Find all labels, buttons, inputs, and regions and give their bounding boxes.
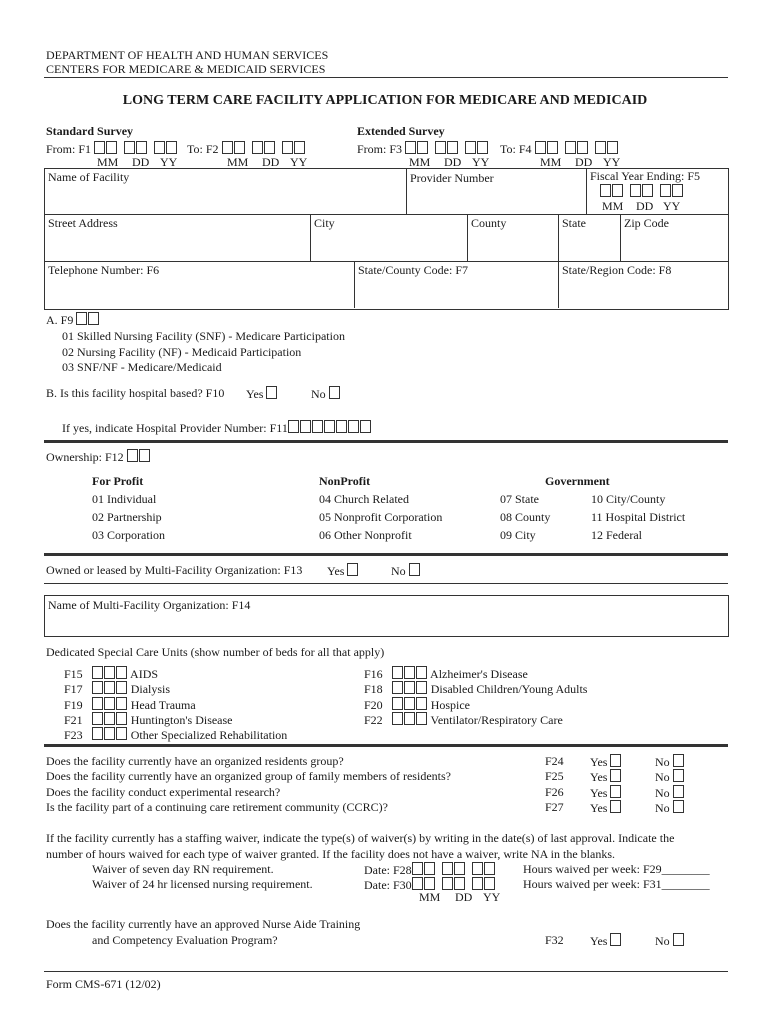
date-segment — [472, 862, 496, 878]
waiver-intro-line1: If the facility currently has a staffing waiver, indicate the type(s) of waiver(s) by writing in the date(s) of last approval. Indicate the — [46, 831, 675, 845]
entry-box[interactable] — [106, 141, 117, 154]
entry-box[interactable] — [104, 727, 115, 740]
unit-label: AIDS — [130, 667, 159, 681]
extended-survey-label: Extended Survey — [357, 124, 445, 138]
entry-box[interactable] — [324, 420, 335, 433]
grid-vline-fiscal — [586, 168, 587, 214]
f2-dd-caption: DD — [262, 155, 280, 169]
government-heading: Government — [545, 474, 610, 488]
entry-box[interactable] — [336, 420, 347, 433]
grid-line-1 — [44, 214, 728, 215]
no-label: No — [655, 934, 670, 948]
entry-box[interactable] — [116, 697, 127, 710]
entry-box[interactable] — [392, 666, 403, 679]
unit-label: Other Specialized Rehabilitation — [130, 728, 288, 742]
f5-yy-caption: YY — [663, 199, 681, 213]
from-f1-label: From: F1 — [46, 142, 92, 156]
entry-box[interactable] — [104, 712, 115, 725]
hospital-based-question: B. Is this facility hospital based? F10 — [46, 386, 225, 400]
for-profit-heading: For Profit — [92, 474, 144, 488]
ownership-option: 04 Church Related — [319, 492, 409, 506]
entry-box[interactable] — [565, 141, 576, 154]
question-code: F26 — [545, 785, 564, 799]
entry-box[interactable] — [660, 184, 671, 197]
f24-no-checkbox[interactable] — [655, 754, 685, 770]
special-care-row-f20[interactable] — [364, 697, 470, 713]
entry-box[interactable] — [610, 933, 621, 946]
state-county-code-field[interactable]: State/County Code: F7 — [358, 263, 469, 277]
entry-box[interactable] — [454, 877, 465, 890]
f27-no-checkbox[interactable] — [655, 800, 685, 816]
standard-survey-label: Standard Survey — [46, 124, 134, 138]
question-text: Does the facility conduct experimental research? — [46, 785, 281, 799]
ownership-option: 10 City/County — [591, 492, 666, 506]
entry-box[interactable] — [282, 141, 293, 154]
name-of-facility-field[interactable]: Name of Facility — [48, 170, 130, 184]
f10-yes-checkbox[interactable] — [246, 386, 278, 402]
entry-box[interactable] — [116, 727, 127, 740]
entry-box[interactable] — [673, 769, 684, 782]
entry-box[interactable] — [595, 141, 606, 154]
special-care-row-f15[interactable] — [64, 666, 158, 682]
entry-box[interactable] — [630, 184, 641, 197]
entry-box[interactable] — [610, 769, 621, 782]
ownership-option: 09 City — [500, 528, 536, 542]
street-address-field[interactable]: Street Address — [48, 216, 118, 230]
entry-box[interactable] — [673, 754, 684, 767]
unit-code: F20 — [364, 698, 383, 712]
city-field[interactable]: City — [314, 216, 335, 230]
entry-box[interactable] — [116, 666, 127, 679]
f9-field[interactable] — [46, 312, 100, 328]
no-label: No — [311, 387, 326, 401]
ownership-label: Ownership: F12 — [46, 450, 124, 464]
grid-vline-statecounty — [354, 261, 355, 308]
grid-vline-county — [467, 214, 468, 261]
f3-dd-caption: DD — [444, 155, 462, 169]
multi-divider — [44, 583, 728, 584]
entry-box[interactable] — [264, 141, 275, 154]
entry-box[interactable] — [92, 681, 103, 694]
entry-box[interactable] — [472, 877, 483, 890]
entry-box[interactable] — [136, 141, 147, 154]
entry-box[interactable] — [424, 862, 435, 875]
entry-box[interactable] — [88, 312, 99, 325]
question-text: Is the facility part of a continuing care retirement community (CCRC)? — [46, 800, 388, 814]
entry-box[interactable] — [404, 666, 415, 679]
unit-code: F17 — [64, 682, 83, 696]
entry-box[interactable] — [104, 681, 115, 694]
entry-box[interactable] — [92, 666, 103, 679]
f30-label: Date: F30 — [364, 878, 412, 892]
date-segment — [600, 184, 624, 200]
entry-box[interactable] — [642, 184, 653, 197]
entry-box[interactable] — [412, 877, 423, 890]
grid-vline-city — [310, 214, 311, 261]
entry-box[interactable] — [104, 697, 115, 710]
multi-facility-question: Owned or leased by Multi-Facility Organization: F13 — [46, 563, 303, 577]
grid-line-2 — [44, 261, 728, 262]
entry-box[interactable] — [76, 312, 87, 325]
entry-box[interactable] — [404, 697, 415, 710]
f9-option-03: 03 SNF/NF - Medicare/Medicaid — [62, 360, 222, 374]
entry-box[interactable] — [405, 141, 416, 154]
f25-yes-checkbox[interactable] — [590, 769, 622, 785]
nonprofit-heading: NonProfit — [319, 474, 371, 488]
entry-box[interactable] — [116, 681, 127, 694]
entry-box[interactable] — [116, 712, 127, 725]
entry-box[interactable] — [92, 727, 103, 740]
entry-box[interactable] — [329, 386, 340, 399]
entry-box[interactable] — [610, 785, 621, 798]
entry-box[interactable] — [484, 877, 495, 890]
ownership-option: 07 State — [500, 492, 539, 506]
entry-box[interactable] — [222, 141, 233, 154]
grid-vline-provider — [406, 168, 407, 214]
department-line: DEPARTMENT OF HEALTH AND HUMAN SERVICES — [46, 48, 329, 62]
special-care-heading: Dedicated Special Care Units (show number of beds for all that apply) — [46, 645, 385, 659]
state-field[interactable]: State — [562, 216, 586, 230]
yes-label: Yes — [590, 786, 608, 800]
entry-box[interactable] — [610, 754, 621, 767]
unit-label: Huntington's Disease — [130, 713, 233, 727]
entry-box[interactable] — [607, 141, 618, 154]
ln-waiver-label: Waiver of 24 hr licensed nursing requirement. — [92, 877, 313, 891]
header-divider — [44, 77, 728, 78]
entry-box[interactable] — [234, 141, 245, 154]
special-care-row-f17[interactable] — [64, 681, 170, 697]
ownership-option: 12 Federal — [591, 528, 642, 542]
telephone-field[interactable]: Telephone Number: F6 — [48, 263, 160, 277]
county-field[interactable]: County — [471, 216, 507, 230]
ownership-option: 06 Other Nonprofit — [319, 528, 412, 542]
entry-box[interactable] — [347, 563, 358, 576]
ownership-option: 11 Hospital District — [591, 510, 686, 524]
entry-box[interactable] — [312, 420, 323, 433]
grid-vline-stateregion — [558, 261, 559, 308]
yes-label: Yes — [327, 564, 345, 578]
entry-box[interactable] — [484, 862, 495, 875]
unit-label: Alzheimer's Disease — [430, 667, 528, 681]
entry-box[interactable] — [412, 862, 423, 875]
special-care-row-f18[interactable] — [364, 681, 587, 697]
unit-label: Ventilator/Respiratory Care — [430, 713, 563, 727]
f1-yy-caption: YY — [160, 155, 178, 169]
fiscal-year-label: Fiscal Year Ending: F5 — [590, 169, 701, 183]
nurse-aide-line2: and Competency Evaluation Program? — [92, 933, 278, 947]
yes-label: Yes — [590, 934, 608, 948]
ownership-option: 03 Corporation — [92, 528, 165, 542]
no-label: No — [655, 786, 670, 800]
form-id: Form CMS-671 (12/02) — [46, 977, 161, 991]
f2-mm-caption: MM — [227, 155, 249, 169]
entry-box[interactable] — [417, 141, 428, 154]
date-segment — [412, 862, 436, 878]
entry-box[interactable] — [139, 449, 150, 462]
entry-box[interactable] — [266, 386, 277, 399]
section-divider-questions — [44, 744, 728, 747]
f30-mm-caption: MM — [419, 890, 441, 904]
f3-mm-caption: MM — [409, 155, 431, 169]
special-care-row-f19[interactable] — [64, 697, 196, 713]
f27-yes-checkbox[interactable] — [590, 800, 622, 816]
form-title: LONG TERM CARE FACILITY APPLICATION FOR MEDICARE AND MEDICAID — [122, 93, 648, 108]
entry-box[interactable] — [472, 862, 483, 875]
section-divider-multi — [44, 553, 728, 556]
f9-option-01: 01 Skilled Nursing Facility (SNF) - Medicare Participation — [62, 329, 345, 343]
entry-box[interactable] — [673, 933, 684, 946]
unit-code: F23 — [64, 728, 83, 742]
f5-dd-caption: DD — [636, 199, 654, 213]
no-label: No — [655, 770, 670, 784]
entry-box[interactable] — [404, 712, 415, 725]
rn-waiver-label: Waiver of seven day RN requirement. — [92, 862, 274, 876]
f28-date-field[interactable] — [364, 862, 502, 878]
ownership-option: 05 Nonprofit Corporation — [319, 510, 443, 524]
yes-label: Yes — [246, 387, 264, 401]
entry-box[interactable] — [447, 141, 458, 154]
f10-no-checkbox[interactable] — [311, 386, 341, 402]
f32-yes-checkbox[interactable] — [590, 933, 622, 949]
ownership-option: 02 Partnership — [92, 510, 162, 524]
agency-line: CENTERS FOR MEDICARE & MEDICAID SERVICES — [46, 62, 326, 76]
date-segment — [630, 184, 654, 200]
f31-hours-field[interactable]: Hours waived per week: F31________ — [523, 877, 710, 891]
f4-yy-caption: YY — [603, 155, 621, 169]
zip-code-field[interactable]: Zip Code — [624, 216, 669, 230]
f24-yes-checkbox[interactable] — [590, 754, 622, 770]
special-care-row-f23[interactable] — [64, 727, 287, 743]
entry-box[interactable] — [392, 712, 403, 725]
no-label: No — [655, 755, 670, 769]
entry-box[interactable] — [673, 785, 684, 798]
f3-yy-caption: YY — [472, 155, 490, 169]
question-code: F24 — [545, 754, 564, 768]
special-care-row-f21[interactable] — [64, 712, 233, 728]
f13-yes-checkbox[interactable] — [327, 563, 359, 579]
unit-code: F15 — [64, 667, 83, 681]
entry-box[interactable] — [416, 666, 427, 679]
to-f2-label: To: F2 — [187, 142, 219, 156]
no-label: No — [655, 801, 670, 815]
entry-box[interactable] — [477, 141, 488, 154]
nurse-aide-code: F32 — [545, 933, 564, 947]
special-care-row-f16[interactable] — [364, 666, 528, 682]
unit-label: Hospice — [430, 698, 471, 712]
question-code: F25 — [545, 769, 564, 783]
entry-box[interactable] — [92, 712, 103, 725]
date-segment — [660, 184, 684, 200]
entry-box[interactable] — [465, 141, 476, 154]
entry-box[interactable] — [416, 712, 427, 725]
hospital-provider-number-field[interactable] — [62, 420, 372, 436]
f5-mm-caption: MM — [602, 199, 624, 213]
section-divider-ownership — [44, 440, 728, 443]
grid-vline-state — [558, 214, 559, 261]
provider-number-field[interactable]: Provider Number — [410, 171, 494, 185]
f26-no-checkbox[interactable] — [655, 785, 685, 801]
entry-box[interactable] — [288, 420, 299, 433]
entry-box[interactable] — [442, 877, 453, 890]
entry-box[interactable] — [673, 800, 684, 813]
entry-box[interactable] — [294, 141, 305, 154]
entry-box[interactable] — [409, 563, 420, 576]
f30-yy-caption: YY — [483, 890, 501, 904]
entry-box[interactable] — [124, 141, 135, 154]
date-segment — [442, 862, 466, 878]
entry-box[interactable] — [435, 141, 446, 154]
f26-yes-checkbox[interactable] — [590, 785, 622, 801]
f1-mm-caption: MM — [97, 155, 119, 169]
entry-box[interactable] — [92, 697, 103, 710]
unit-label: Dialysis — [130, 682, 171, 696]
unit-code: F22 — [364, 713, 383, 727]
f9-option-02: 02 Nursing Facility (NF) - Medicaid Participation — [62, 345, 302, 359]
entry-box[interactable] — [454, 862, 465, 875]
entry-box[interactable] — [442, 862, 453, 875]
unit-label: Disabled Children/Young Adults — [430, 682, 588, 696]
entry-box[interactable] — [612, 184, 623, 197]
entry-box[interactable] — [166, 141, 177, 154]
question-code: F27 — [545, 800, 564, 814]
state-region-code-field[interactable]: State/Region Code: F8 — [562, 263, 672, 277]
unit-code: F18 — [364, 682, 383, 696]
entry-box[interactable] — [104, 666, 115, 679]
entry-box[interactable] — [392, 697, 403, 710]
entry-box[interactable] — [672, 184, 683, 197]
unit-label: Head Trauma — [130, 698, 196, 712]
entry-box[interactable] — [94, 141, 105, 154]
f32-no-checkbox[interactable] — [655, 933, 685, 949]
entry-box[interactable] — [300, 420, 311, 433]
f14-label: Name of Multi-Facility Organization: F14 — [48, 598, 251, 612]
f28-label: Date: F28 — [364, 863, 412, 877]
nurse-aide-line1: Does the facility currently have an approved Nurse Aide Training — [46, 917, 361, 931]
entry-box[interactable] — [610, 800, 621, 813]
entry-box[interactable] — [252, 141, 263, 154]
footer-divider — [44, 971, 728, 972]
yes-label: Yes — [590, 801, 608, 815]
entry-box[interactable] — [424, 877, 435, 890]
entry-box[interactable] — [154, 141, 165, 154]
from-f3-label: From: F3 — [357, 142, 403, 156]
ownership-field[interactable] — [46, 449, 151, 465]
entry-box[interactable] — [127, 449, 138, 462]
entry-box[interactable] — [547, 141, 558, 154]
question-text: Does the facility currently have an organized group of family members of residents? — [46, 769, 451, 783]
f13-no-checkbox[interactable] — [391, 563, 421, 579]
waiver-intro-line2: number of hours waived for each type of waiver granted. If the facility does not have a waiver, write NA in the blanks. — [46, 847, 615, 861]
grid-vline-zip — [620, 214, 621, 261]
yes-label: Yes — [590, 770, 608, 784]
f11-label: If yes, indicate Hospital Provider Number: F11 — [62, 421, 288, 435]
entry-box[interactable] — [360, 420, 371, 433]
f2-yy-caption: YY — [290, 155, 308, 169]
question-text: Does the facility currently have an organized residents group? — [46, 754, 344, 768]
entry-box[interactable] — [348, 420, 359, 433]
unit-code: F16 — [364, 667, 383, 681]
entry-box[interactable] — [404, 681, 415, 694]
entry-box[interactable] — [416, 697, 427, 710]
entry-box[interactable] — [577, 141, 588, 154]
entry-box[interactable] — [416, 681, 427, 694]
ownership-option: 08 County — [500, 510, 551, 524]
entry-box[interactable] — [392, 681, 403, 694]
yes-label: Yes — [590, 755, 608, 769]
entry-box[interactable] — [535, 141, 546, 154]
unit-code: F21 — [64, 713, 83, 727]
fiscal-year-field[interactable] — [600, 184, 690, 200]
f1-dd-caption: DD — [132, 155, 150, 169]
f4-mm-caption: MM — [540, 155, 562, 169]
f25-no-checkbox[interactable] — [655, 769, 685, 785]
f4-dd-caption: DD — [575, 155, 593, 169]
to-f4-label: To: F4 — [500, 142, 532, 156]
unit-code: F19 — [64, 698, 83, 712]
section-a-label: A. F9 — [46, 313, 74, 327]
no-label: No — [391, 564, 406, 578]
ownership-option: 01 Individual — [92, 492, 157, 506]
f30-dd-caption: DD — [455, 890, 473, 904]
entry-box[interactable] — [600, 184, 611, 197]
special-care-row-f22[interactable] — [364, 712, 563, 728]
f29-hours-field[interactable]: Hours waived per week: F29________ — [523, 862, 710, 876]
